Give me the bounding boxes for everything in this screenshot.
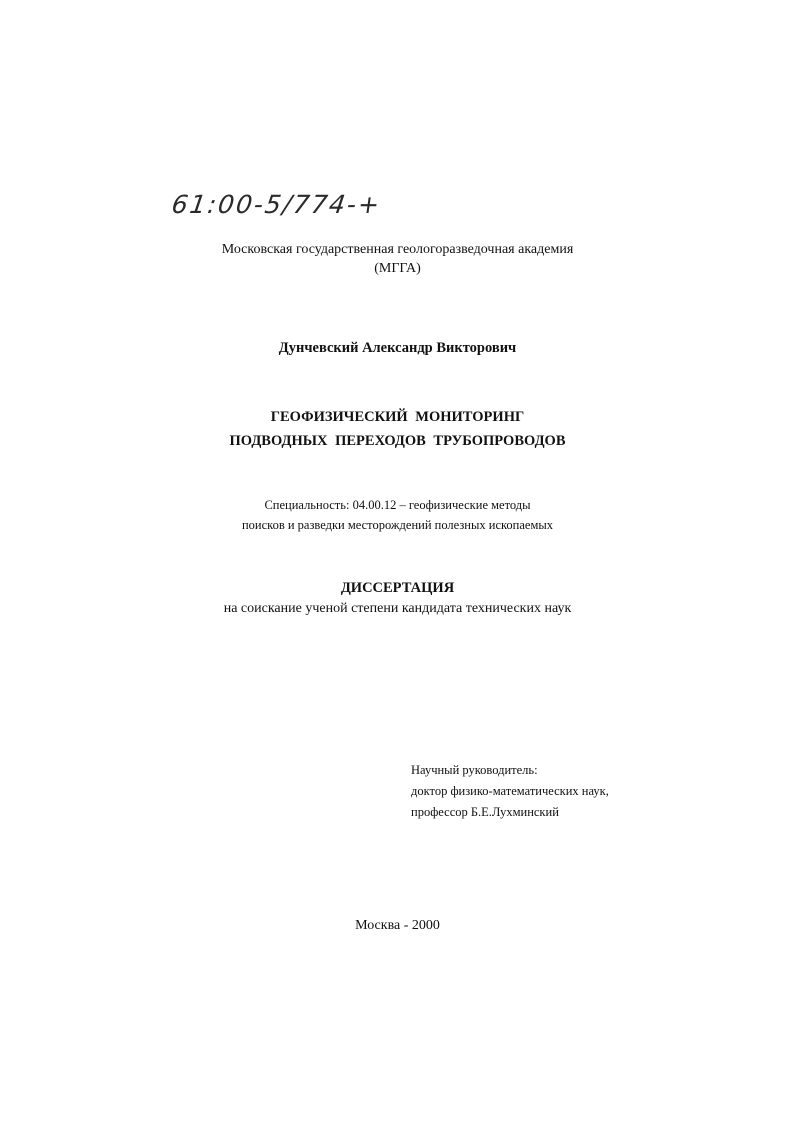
institution-abbreviation: (МГГА): [374, 261, 421, 276]
title-line-2: ПОДВОДНЫХ ПЕРЕХОДОВ ТРУБОПРОВОДОВ: [229, 433, 566, 449]
title-line-1: ГЕОФИЗИЧЕСКИЙ МОНИТОРИНГ: [270, 409, 525, 425]
handwritten-catalog-code: 61:00-5/774-+: [169, 190, 384, 219]
dissertation-purpose: на соискание ученой степени кандидата технических наук: [223, 601, 572, 616]
supervisor-heading: Научный руководитель:: [411, 763, 538, 777]
specialty-block: [0, 495, 795, 535]
institution-name: Московская государственная геологоразведочная академия: [221, 242, 574, 257]
institution-block: [0, 240, 795, 278]
city-year: Москва - 2000: [355, 918, 440, 933]
specialty-line-1: Специальность: 04.00.12 – геофизические методы: [264, 498, 531, 512]
specialty-line-2: поисков и разведки месторождений полезных ископаемых: [241, 518, 554, 532]
dissertation-title: [0, 405, 795, 453]
supervisor-block: [411, 760, 609, 823]
supervisor-name: профессор Б.Е.Лухминский: [411, 805, 559, 819]
supervisor-degree: доктор физико-математических наук,: [411, 784, 609, 798]
dissertation-label: ДИССЕРТАЦИЯ: [340, 580, 455, 596]
author-name: Дунчевский Александр Викторович: [278, 340, 517, 356]
